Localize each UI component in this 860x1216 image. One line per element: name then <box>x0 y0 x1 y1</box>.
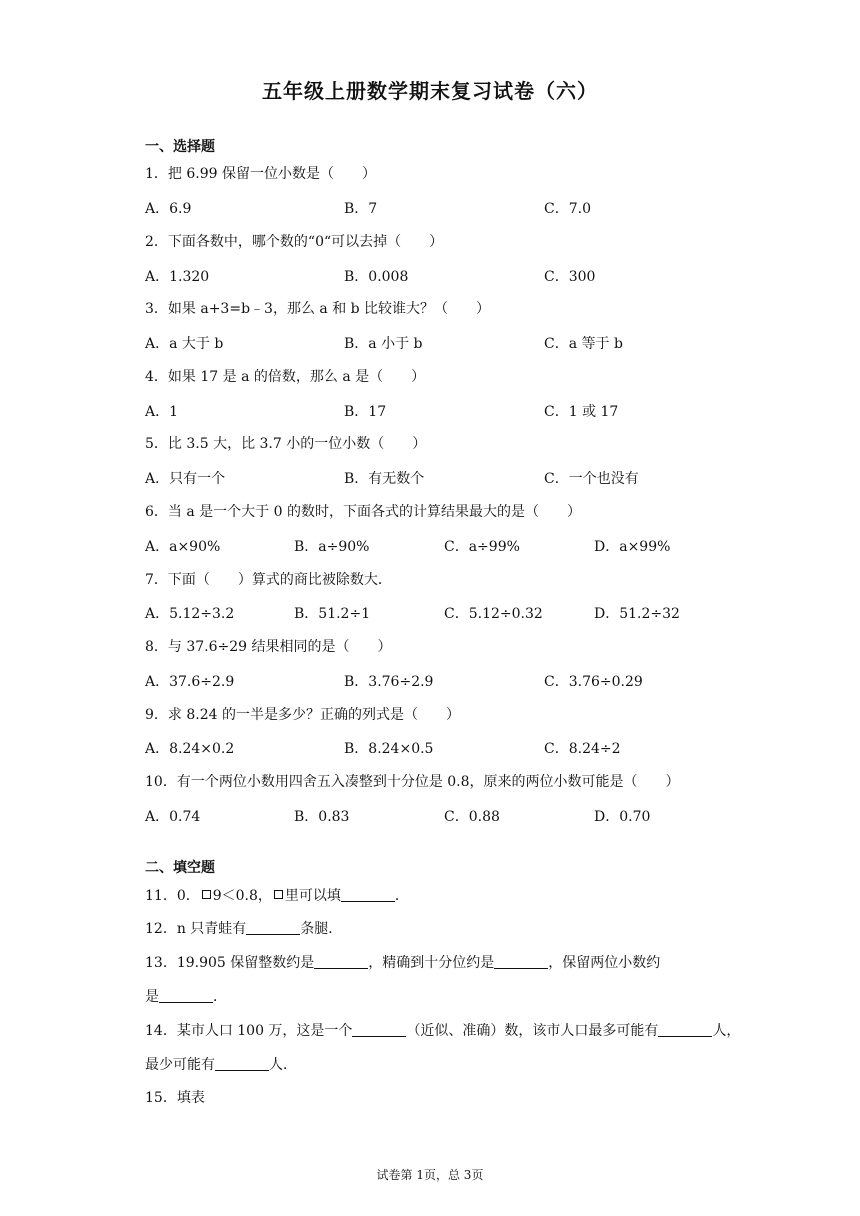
option-10b: B．0.83 <box>294 809 350 825</box>
question-10: 10．有一个两位小数用四舍五入凑整到十分位是 0.8，原来的两位小数可能是（ ） <box>145 774 680 790</box>
option-9a: A．8.24×0.2 <box>145 741 235 757</box>
question-13-cont: 是 ． <box>145 989 227 1005</box>
option-6d: D．a×99% <box>594 539 671 555</box>
option-1b: B．7 <box>344 201 378 217</box>
option-10c: C．0.88 <box>444 809 500 825</box>
answer-blank[interactable] <box>341 887 395 902</box>
option-10a: A．0.74 <box>145 809 201 825</box>
section-heading-choice: 一、选择题 <box>145 139 215 155</box>
option-6a: A．a×90% <box>145 539 221 555</box>
question-3: 3．如果 a+3=b﹣3，那么 a 和 b 比较谁大？（ ） <box>145 301 491 317</box>
question-9: 9．求 8.24 的一半是多少？正确的列式是（ ） <box>145 707 460 723</box>
option-2c: C．300 <box>544 269 596 285</box>
question-7: 7．下面（ ）算式的商比被除数大． <box>145 572 392 588</box>
option-4a: A．1 <box>145 404 179 420</box>
question-5: 5．比 3.5 大，比 3.7 小的一位小数（ ） <box>145 436 427 452</box>
question-1: 1．把 6.99 保留一位小数是（ ） <box>145 166 376 182</box>
option-10d: D．0.70 <box>594 809 651 825</box>
option-3c: C．a 等于 b <box>544 336 623 352</box>
question-4: 4．如果 17 是 a 的倍数，那么 a 是（ ） <box>145 369 426 385</box>
page-title: 五年级上册数学期末复习试卷（六） <box>262 79 598 103</box>
square-box-icon <box>202 890 211 899</box>
option-1a: A．6.9 <box>145 201 192 217</box>
answer-blank[interactable] <box>494 954 548 969</box>
option-2b: B．0.008 <box>344 269 409 285</box>
option-5c: C．一个也没有 <box>544 471 639 487</box>
answer-blank[interactable] <box>314 954 368 969</box>
option-3a: A．a 大于 b <box>145 336 224 352</box>
question-11: 11．0． 9＜0.8， 里可以填 ． <box>145 888 409 904</box>
answer-blank[interactable] <box>159 988 213 1003</box>
answer-blank[interactable] <box>246 920 300 935</box>
square-box-icon <box>274 890 283 899</box>
option-4c: C．1 或 17 <box>544 404 619 420</box>
option-9c: C．8.24÷2 <box>544 741 621 757</box>
option-3b: B．a 小于 b <box>344 336 423 352</box>
option-9b: B．8.24×0.5 <box>344 741 434 757</box>
question-15: 15．填表 <box>145 1090 205 1106</box>
option-7c: C．5.12÷0.32 <box>444 606 543 622</box>
option-1c: C．7.0 <box>544 201 591 217</box>
option-8c: C．3.76÷0.29 <box>544 674 643 690</box>
option-6b: B．a÷90% <box>294 539 370 555</box>
option-2a: A．1.320 <box>145 269 210 285</box>
question-14-cont: 最少可能有 人． <box>145 1057 297 1073</box>
question-8: 8．与 37.6÷29 结果相同的是（ ） <box>145 639 392 655</box>
question-12: 12．n 只青蛙有 条腿． <box>145 921 343 937</box>
option-7a: A．5.12÷3.2 <box>145 606 235 622</box>
option-5b: B．有无数个 <box>344 471 425 487</box>
option-8a: A．37.6÷2.9 <box>145 674 235 690</box>
option-8b: B．3.76÷2.9 <box>344 674 434 690</box>
option-4b: B．17 <box>344 404 387 420</box>
question-13: 13．19.905 保留整数约是 ，精确到十分位约是 ，保留两位小数约 <box>145 955 661 971</box>
option-7b: B．51.2÷1 <box>294 606 371 622</box>
answer-blank[interactable] <box>352 1022 406 1037</box>
page-footer: 试卷第 1页，总 3页 <box>376 1168 484 1182</box>
option-5a: A．只有一个 <box>145 471 226 487</box>
answer-blank[interactable] <box>215 1056 269 1071</box>
section-heading-fill: 二、填空题 <box>145 860 215 876</box>
answer-blank[interactable] <box>658 1022 712 1037</box>
option-7d: D．51.2÷32 <box>594 606 680 622</box>
question-14: 14．某市人口 100 万，这是一个 （近似、准确）数，该市人口最多可能有 人， <box>145 1023 741 1039</box>
question-2: 2．下面各数中，哪个数的“0“可以去掉（ ） <box>145 234 444 250</box>
question-6: 6．当 a 是一个大于 0 的数时，下面各式的计算结果最大的是（ ） <box>145 504 581 520</box>
option-6c: C．a÷99% <box>444 539 520 555</box>
